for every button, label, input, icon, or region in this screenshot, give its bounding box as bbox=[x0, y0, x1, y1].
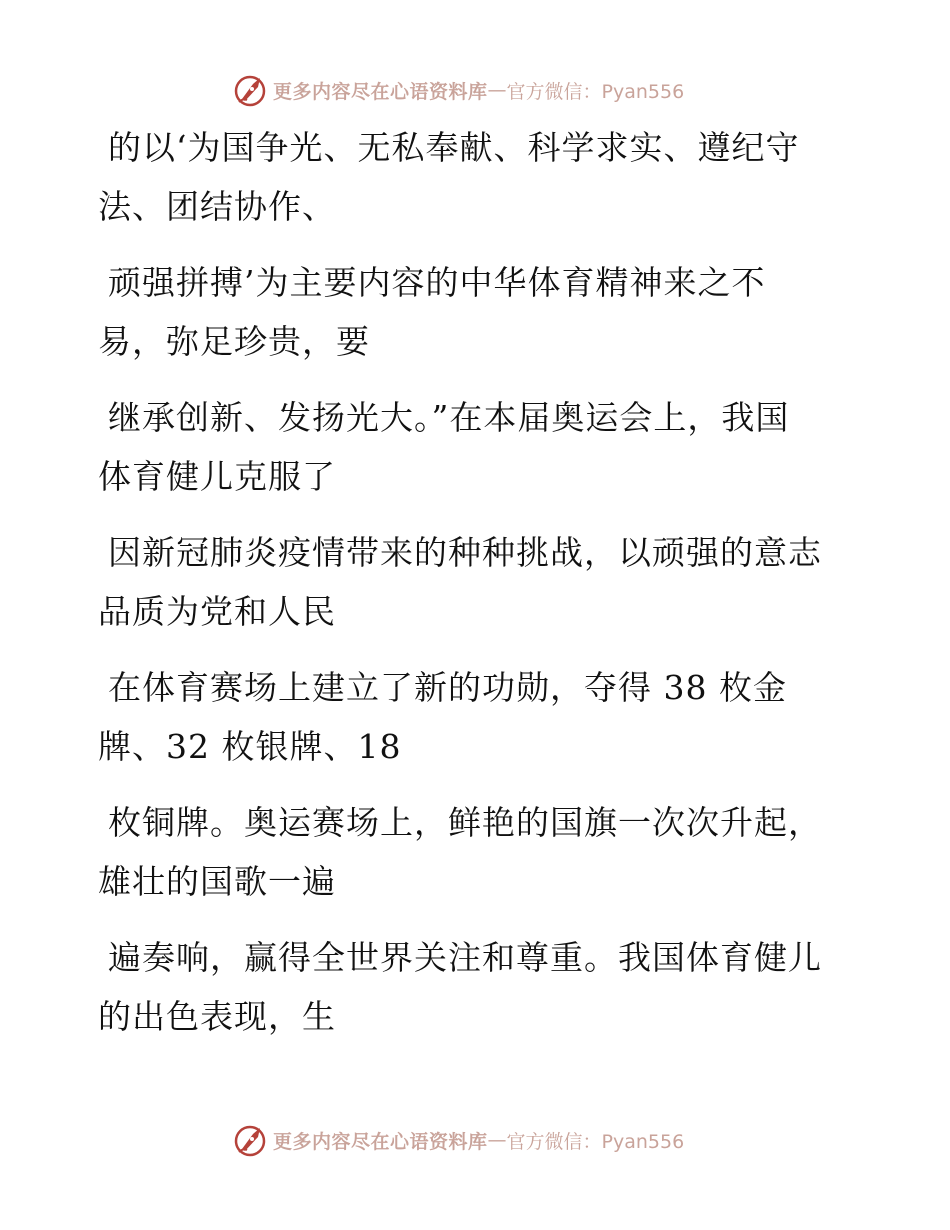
paragraph bbox=[98, 928, 838, 1046]
paragraph bbox=[98, 118, 838, 236]
paragraph-line: 法、团结协作、 bbox=[98, 187, 336, 226]
paragraph-line: 顽强拼搏’为主要内容的中华体育精神来之不 bbox=[108, 263, 766, 302]
paragraph bbox=[98, 253, 838, 371]
paragraph bbox=[98, 388, 838, 506]
paragraph-line: 牌、32 枚银牌、18 bbox=[98, 727, 402, 766]
paragraph-line: 易，弥足珍贵，要 bbox=[98, 322, 370, 361]
header-dash: — bbox=[487, 79, 507, 101]
paragraph-line: 枚铜牌。奥运赛场上，鲜艳的国旗一次次升起， bbox=[108, 803, 822, 842]
paragraph-line: 的出色表现，生 bbox=[98, 997, 336, 1036]
paragraph-line: 的以‘为国争光、无私奉献、科学求实、遵纪守 bbox=[108, 128, 800, 167]
paragraph-line: 继承创新、发扬光大。”在本届奥运会上，我国 bbox=[108, 398, 790, 437]
paragraph-line: 体育健儿克服了 bbox=[98, 457, 336, 496]
footer-promo-text: 更多内容尽在心语资料库 bbox=[273, 1130, 488, 1153]
paragraph-line: 遍奏响，赢得全世界关注和尊重。我国体育健儿 bbox=[108, 938, 822, 977]
pen-nib-logo-icon bbox=[233, 1122, 269, 1158]
footer-wechat-text: 官方微信：Pyan556 bbox=[506, 1130, 685, 1153]
paragraph-line: 因新冠肺炎疫情带来的种种挑战，以顽强的意志 bbox=[108, 533, 822, 572]
pen-nib-logo-icon bbox=[233, 72, 269, 108]
paragraph-line: 在体育赛场上建立了新的功勋，夺得 38 枚金 bbox=[108, 668, 787, 707]
footer-dash: — bbox=[487, 1129, 507, 1151]
paragraph bbox=[98, 658, 838, 776]
header-wechat-text: 官方微信：Pyan556 bbox=[506, 80, 685, 103]
paragraph bbox=[98, 523, 838, 641]
document-body bbox=[98, 118, 838, 1063]
footer-banner bbox=[233, 1120, 684, 1160]
paragraph bbox=[98, 793, 838, 911]
header-banner bbox=[233, 70, 684, 110]
paragraph-line: 品质为党和人民 bbox=[98, 592, 336, 631]
paragraph-line: 雄壮的国歌一遍 bbox=[98, 862, 336, 901]
header-promo-text: 更多内容尽在心语资料库 bbox=[273, 80, 488, 103]
